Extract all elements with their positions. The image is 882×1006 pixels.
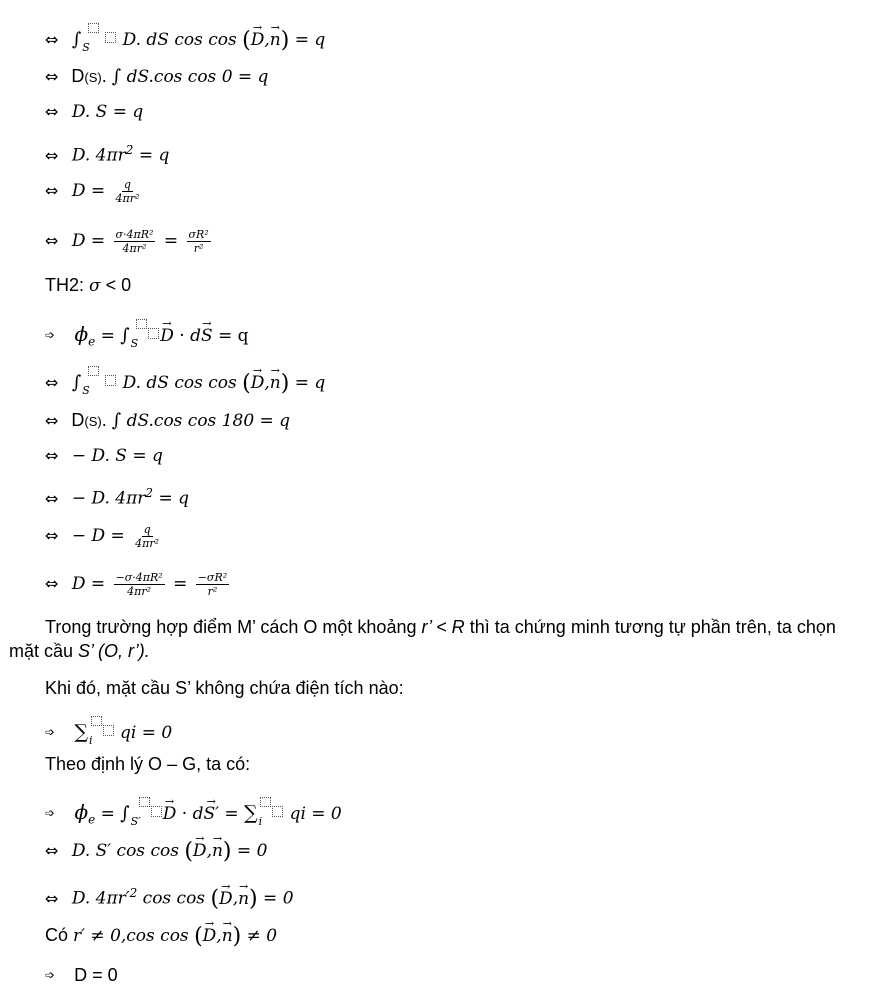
eq-line-14: ⇔ D = $\frac{\text{−σ·4πR²}}{\text{4πr²}}$ = $\frac{\text{−σR²}}{\text{r²}}$ [45,571,228,598]
condition-line: Có r′ ≠ 0,cos cos (→ D,→ n) ≠ 0 [45,924,277,948]
paragraph-2: Khi đó, mặt cầu S’ không chứa điện tích nào: [45,678,404,698]
eq-text: = q [294,373,326,393]
paragraph-1 [9,615,869,663]
eq-text: dS.cos cos 180 = q [126,411,291,431]
fraction: $\frac{\text{−σR²}}{\text{r²}}$ [197,571,228,598]
eq-text: qi = 0 [289,804,342,824]
equiv-symbol: ⇔ [45,488,59,508]
sigma: σ [89,276,101,296]
eq-line-9: ⇔ $\int_S$ D. dS cos cos (→ D,→ n) = q [45,366,325,402]
paragraph-3: Theo định lý O – G, ta có: [45,754,251,774]
exp: 2 [125,143,134,157]
arrow-bullet: ➩ [45,806,56,820]
eq-text: D = [71,231,106,251]
eq-text: = q [158,488,189,509]
eq-line-6: ⇔ D = $\frac{\text{σ·4πR²}}{\text{4πr²}}$ = $\frac{\text{σR²}}{\text{r²}}$ [45,228,209,255]
eq-text: dS.cos cos 0 = q [126,67,269,87]
eq-line-3 [45,101,143,123]
flux-eq-2: ➩ $\phi_e = \int_{S'}\to D \cdot d\to S' = \sum_i$ qi = 0 [45,797,342,833]
para-italic: S’ (O, r’). [78,641,150,661]
eq-text: D. 4πr′ [71,888,130,909]
equiv-symbol: ⇔ [45,574,59,593]
eq-line-2: ⇔ D(S). ∫ dS.cos cos 0 = q [45,66,269,87]
fraction: $\frac{q}{\text{4πr²}}$ [115,178,140,205]
equiv-symbol: ⇔ [45,181,59,200]
para-text: Trong trường hợp điểm M’ cách O một khoảng [45,617,417,637]
equiv-symbol: ⇔ [45,145,59,165]
equiv-symbol: ⇔ [45,411,59,430]
eq-text: D. 4πr [71,145,126,166]
d-label: D [71,410,85,430]
fraction: $\frac{\text{σ·4πR²}}{\text{4πr²}}$ [115,228,154,255]
eq-line-rprime: ⇔ D. $4\pi r'^2$ cos cos (→ D,→ n) = 0 [45,882,294,911]
case-label [45,274,131,297]
equiv-symbol: ⇔ [45,888,59,908]
phi: ϕ [74,322,89,346]
eq-text: D. S = q [71,102,144,122]
para-italic: r’ < R [421,617,465,637]
equiv-symbol: ⇔ [45,30,59,49]
equiv-symbol: ⇔ [45,373,59,392]
fraction: $\frac{\text{−σ·4πR²}}{\text{4πr²}}$ [115,571,163,598]
fraction: $\frac{\text{σR²}}{\text{r²}}$ [188,228,209,255]
eq-text: D. dS cos cos [122,373,237,393]
eq-line-sprime: ⇔ D. S′ cos cos (→ D,→ n) = 0 [45,840,267,863]
eq-text: = 0 [236,841,268,861]
final-text: D = 0 [74,965,118,985]
th2-label: TH2: [45,275,85,295]
eq-text: r′ ≠ 0,cos cos [73,926,189,946]
eq-text: = q [294,30,326,50]
equiv-symbol: ⇔ [45,67,59,86]
equiv-symbol: ⇔ [45,446,59,465]
exp: 2 [129,886,138,900]
eq-text: − D. 4πr [71,488,146,509]
para-text: chọn mặt cầu [9,617,836,661]
eq-line-5 [45,178,144,205]
d-sub: (S) [84,414,102,429]
eq-line-11 [45,445,163,467]
phi: ϕ [74,800,89,824]
eq-line-1: ⇔ $\int_S$ D. dS cos cos (→ D,→ n) = q [45,23,325,59]
eq-line-10: ⇔ D(S). ∫ dS.cos cos 180 = q [45,410,291,431]
d-sub: (S) [84,70,102,85]
eq-text: = q [138,145,170,166]
arrow-bullet: ➩ [45,725,56,739]
eq-text: qi = 0 [119,723,173,743]
equiv-symbol: ⇔ [45,102,59,121]
eq-line-4 [45,139,169,167]
para-text: thì ta chứng minh tương tự phần trên, ta [469,617,792,637]
eq-text: ≠ 0 [246,926,278,946]
th2-cond: < 0 [105,275,132,295]
eq-text: D = [71,181,106,201]
eq-text: = 0 [263,888,294,909]
dot: . [101,410,107,430]
eq-text: D. dS cos cos [122,30,237,50]
equiv-symbol: ⇔ [45,231,59,250]
eq-line-12 [45,482,189,510]
eq-text: D. S′ cos cos [71,841,179,861]
eq-text: D = [71,574,106,594]
sum-eq: ➩ $\sum_i$ qi = 0 [45,716,172,752]
phi-sub: e [88,812,96,827]
eq-line-13 [45,523,164,550]
equiv-symbol: ⇔ [45,841,59,860]
equiv-symbol: ⇔ [45,526,59,545]
flux-eq: ➩ $\phi_e = \int_S\to D \cdot d\to S = q$ [45,319,249,355]
eq-text: − D. S = q [71,446,163,466]
fraction: $\frac{q}{\text{4πr²}}$ [135,523,160,550]
eq-text: − D = [71,526,125,546]
phi-sub: e [88,334,96,349]
dot: . [101,66,107,86]
arrow-bullet: ➩ [45,968,56,982]
exp: 2 [145,486,154,500]
arrow-bullet: ➩ [45,328,56,342]
co-label: Có [45,925,69,945]
d-label: D [71,66,85,86]
final-result [45,964,118,986]
